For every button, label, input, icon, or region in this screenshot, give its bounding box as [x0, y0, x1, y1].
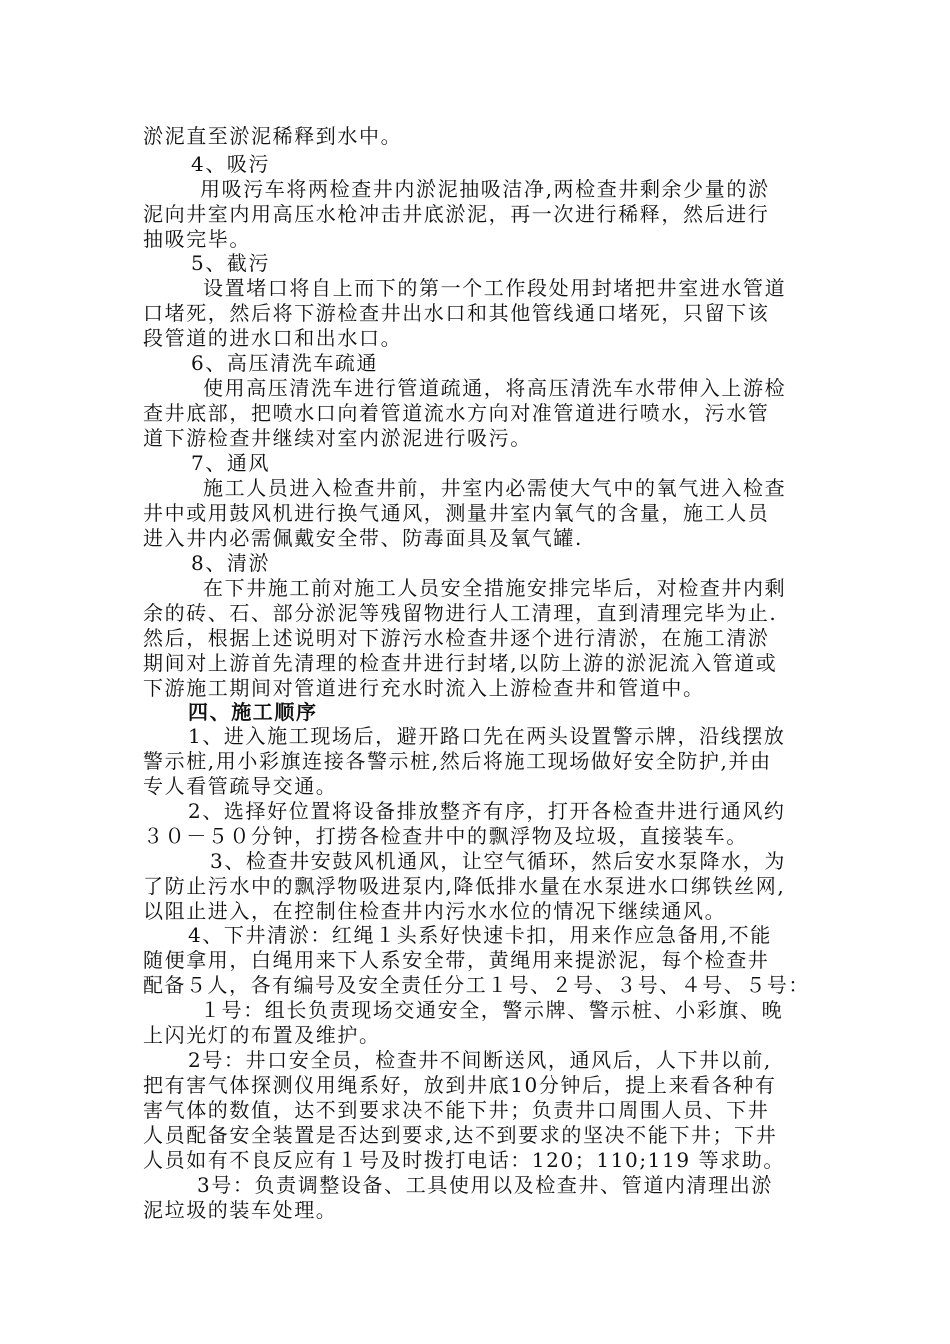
- text-line: 人员配备安全装置是否达到要求,达不到要求的坚决不能下井；下井: [143, 1123, 778, 1147]
- text-line: 4、下井清淤：红绳１头系好快速卡扣，用来作应急备用,不能: [188, 923, 772, 947]
- section-heading-ventilation: 7、通风: [191, 451, 271, 475]
- text-line: 以阻止进入，在控制住检查井内污水水位的情况下继续通风。: [143, 899, 727, 923]
- text-line: 道下游检查井继续对室内淤泥进行吸污。: [143, 426, 532, 450]
- section-heading-desilting: 8、清淤: [191, 551, 271, 575]
- text-line: 然后，根据上述说明对下游污水检查井逐个进行清淤，在施工清淤: [143, 626, 770, 650]
- text-line: 使用高压清洗车进行管道疏通，将高压清洗车水带伸入上游检: [203, 376, 787, 400]
- text-line: 1、进入施工现场后，避开路口先在两头设置警示牌，沿线摆放: [188, 724, 786, 748]
- text-line: 段管道的进水口和出水口。: [143, 326, 403, 350]
- text-line: 期间对上游首先清理的检查井进行封堵,以防上游的淤泥流入管道或: [143, 651, 778, 675]
- text-line: 余的砖、石、部分淤泥等残留物进行人工清理，直到清理完毕为止.: [143, 601, 778, 625]
- text-line: 害气体的数值，达不到要求决不能下井；负责井口周围人员、下井: [143, 1098, 770, 1122]
- text-line: 进入井内必需佩戴安全带、防毒面具及氧气罐.: [143, 526, 583, 550]
- text-line: 2、选择好位置将设备排放整齐有序，打开各检查井进行通风约: [188, 799, 786, 823]
- text-line: 3、检查井安鼓风机通风，让空气循环，然后安水泵降水，为: [210, 849, 786, 873]
- text-line: 把有害气体探测仪用绳系好，放到井底10分钟后，提上来看各种有: [143, 1073, 777, 1097]
- text-line: 设置堵口将自上而下的第一个工作段处用封堵把井室进水管道: [203, 276, 787, 300]
- text-line: 了防止污水中的飘浮物吸进泵内,降低排水量在水泵进水口绑铁丝网,: [143, 874, 786, 898]
- text-line: 用吸污车将两检查井内淤泥抽吸洁净,两检查井剩余少量的淤: [200, 177, 770, 201]
- chapter-heading-sequence: 四、施工顺序: [188, 700, 318, 724]
- section-heading-dredge: 6、高压清洗车疏通: [191, 351, 379, 375]
- text-line: 专人看管疏导交通。: [143, 774, 338, 798]
- text-line: 淤泥直至淤泥稀释到水中。: [143, 124, 403, 148]
- section-heading-suction: 4、吸污: [191, 152, 271, 176]
- text-line: 口堵死，然后将下游检查井出水口和其他管线通口堵死，只留下该: [143, 301, 770, 325]
- text-line: 3号：负责调整设备、工具使用以及检查井、管道内清理出淤: [197, 1173, 773, 1197]
- text-line: １号：组长负责现场交通安全，警示牌、警示桩、小彩旗、晚: [200, 998, 784, 1022]
- text-line: 泥向井室内用高压水枪冲击井底淤泥，再一次进行稀释，然后进行: [143, 202, 770, 226]
- text-line: ３０－５０分钟，打捞各检查井中的飘浮物及垃圾，直接装车。: [143, 824, 748, 848]
- text-line: 上闪光灯的布置及维护。: [143, 1023, 381, 1047]
- text-line: 人员如有不良反应有１号及时拨打电话：120；110;119 等求助。: [143, 1148, 786, 1172]
- text-line: 查井底部，把喷水口向着管道流水方向对准管道进行喷水，污水管: [143, 401, 770, 425]
- text-line: 井中或用鼓风机进行换气通风，测量井室内氧气的含量，施工人员: [143, 501, 770, 525]
- text-line: 下游施工期间对管道进行充水时流入上游检查井和管道中。: [143, 676, 705, 700]
- text-line: 警示桩,用小彩旗连接各警示桩,然后将施工现场做好安全防护,并由: [143, 749, 772, 773]
- text-line: 抽吸完毕。: [143, 227, 251, 251]
- text-line: 在下井施工前对施工人员安全措施安排完毕后，对检查井内剩: [203, 576, 787, 600]
- text-line: 随便拿用，白绳用来下人系安全带，黄绳用来提淤泥，每个检查井: [143, 948, 770, 972]
- text-line: 泥垃圾的装车处理。: [143, 1198, 338, 1222]
- text-line: 配备５人，各有编号及安全责任分工１号、２号、３号、４号、５号：: [143, 973, 810, 997]
- text-line: 2号：井口安全员，检查井不间断送风，通风后，人下井以前,: [188, 1048, 772, 1072]
- section-heading-intercept: 5、截污: [191, 251, 271, 275]
- text-line: 施工人员进入检查井前，井室内必需使大气中的氧气进入检查: [203, 476, 787, 500]
